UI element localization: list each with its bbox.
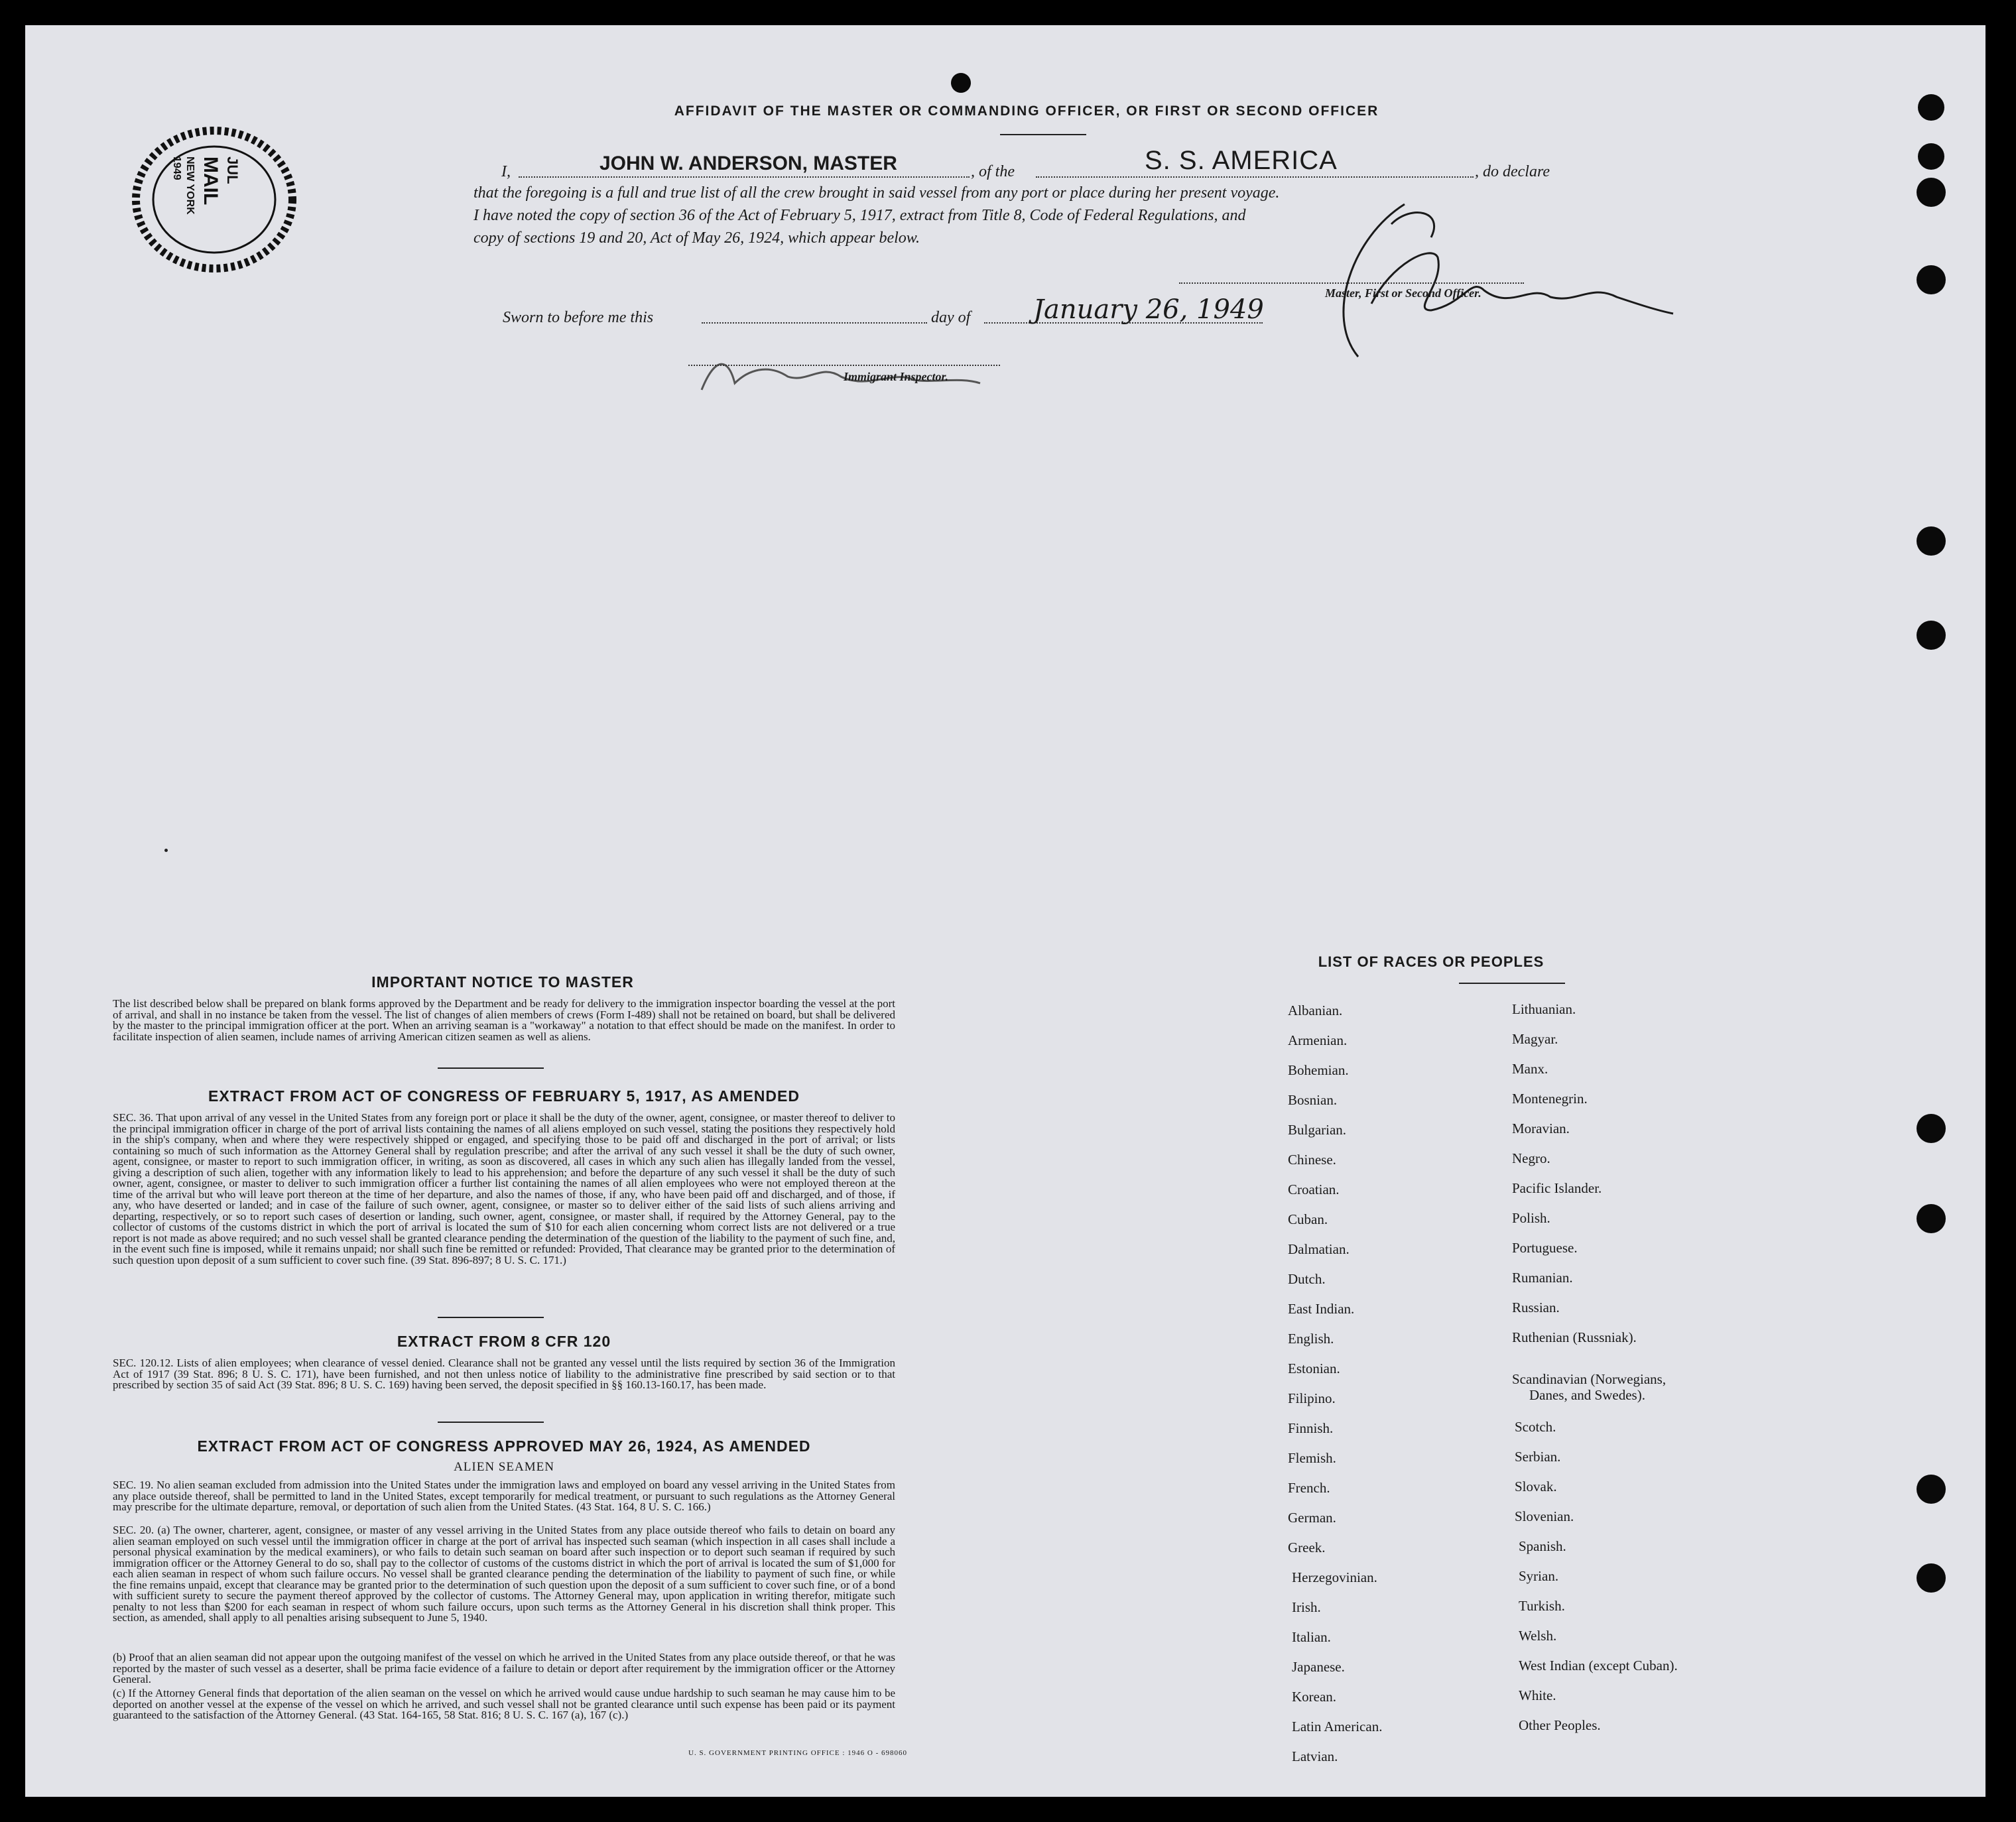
race-item: Other Peoples. xyxy=(1519,1717,1601,1733)
punch-hole xyxy=(1917,1475,1946,1504)
vessel-name: S. S. AMERICA xyxy=(1145,146,1338,175)
extract-8cfr-body: SEC. 120.12. Lists of alien employees; when clearance of vessel denied. Clearance shall not be granted any vessel until the lists required by section 36 of the Immigration Act of 1917 (39 Stat. 896; 8 U. S. C. 171), have been furnished, and not then unless notice of liability to the administrative fine prescribed by said section or to that prescribed by section 35 of said Act (39 Stat. 896; 8 U. S. C. 169) having been served, the deposit specified in §§ 160.13-160.17, has been made. xyxy=(113,1357,895,1391)
punch-hole xyxy=(1917,178,1946,207)
stray-mark xyxy=(164,849,168,852)
extract-1924-title: EXTRACT FROM ACT OF CONGRESS APPROVED MAY 26, 1924, AS AMENDED xyxy=(197,1437,811,1455)
affidavit-do-declare: , do declare xyxy=(1475,163,1550,180)
printer-imprint: U. S. GOVERNMENT PRINTING OFFICE : 1946 O - 698060 xyxy=(688,1749,908,1757)
race-item: Scandinavian (Norwegians, xyxy=(1512,1371,1667,1387)
race-item: Bulgarian. xyxy=(1288,1122,1347,1138)
race-item: Serbian. xyxy=(1515,1449,1561,1465)
race-item: Russian. xyxy=(1512,1300,1560,1315)
name-line xyxy=(519,176,970,178)
punch-hole xyxy=(951,73,971,93)
affidavit-line-2: that the foregoing is a full and true list of all the crew brought in said vessel from any port or place during her present voyage. xyxy=(473,184,1280,202)
race-item: French. xyxy=(1288,1480,1330,1496)
race-item: Latin American. xyxy=(1292,1719,1383,1734)
race-item: Cuban. xyxy=(1288,1211,1328,1227)
race-item: Armenian. xyxy=(1288,1032,1348,1048)
race-item: Danes, and Swedes). xyxy=(1529,1387,1645,1403)
day-of-label: day of xyxy=(931,309,971,326)
race-item: Finnish. xyxy=(1288,1420,1334,1436)
race-item: Turkish. xyxy=(1519,1598,1565,1614)
punch-hole xyxy=(1917,1114,1946,1143)
affidavit-line-3: I have noted the copy of section 36 of the Act of February 5, 1917, extract from Title 8, Code of Federal Regulations, and xyxy=(473,207,1246,224)
punch-hole xyxy=(1918,143,1944,170)
divider xyxy=(1459,983,1565,984)
stamp-text: MAIL xyxy=(200,156,221,206)
extract-1924-sec20a: SEC. 20. (a) The owner, charterer, agent, consignee, or master of any vessel arriving in the United States from any place outside thereof who fails to detain on board any alien seaman employed on such vessel until the immigration officer in charge at the port of arrival has inspected such seaman (which inspection in all cases shall include a personal physical examination by the medical examiners), or who fails to detain such seaman on board after such inspection or to deport such seaman if required by such immigration officer or the Attorney General to do so, shall pay to the collector of customs of the customs district in which the port of arrival is located the sum of $1,000 for each alien seaman in respect of whom such failure occurs. No vessel shall be granted clearance pending the determination of the liability to payment of such fine, or while the fine remains unpaid, except that clearance may be granted prior to the determination of such question upon the deposit of a sum sufficient to cover such fine, or of a bond with sufficient surety to secure the payment thereof approved by the collector of customs. The Attorney General may, upon application in writing therefor, mitigate such penalty to not less than $200 for each seaman in respect of whom such failure occurs, upon such terms as the Attorney General in his discretion shall think proper. This section, as amended, shall apply to all penalties arising subsequent to June 5, 1940. xyxy=(113,1524,895,1624)
race-item: Polish. xyxy=(1512,1210,1550,1226)
punch-hole xyxy=(1918,94,1944,121)
master-signature xyxy=(1312,184,1683,370)
divider xyxy=(438,1067,544,1069)
race-item: German. xyxy=(1288,1510,1336,1526)
race-item: Dutch. xyxy=(1288,1271,1326,1287)
affidavit-title: AFFIDAVIT OF THE MASTER OR COMMANDING OFFICER, OR FIRST OR SECOND OFFICER xyxy=(674,103,1379,119)
vessel-line xyxy=(1036,176,1474,178)
race-item: Korean. xyxy=(1292,1689,1337,1705)
punch-hole xyxy=(1917,1204,1946,1233)
notice-body: The list described below shall be prepared on blank forms approved by the Department and be ready for delivery to the immigration inspector boarding the vessel at the port of arrival, and shall in no instance be taken from the vessel. The list of changes of alien members of crews (Form I-489) shall not be retained on board, but shall be delivered by the master to the principal immigration officer at the port. When an arriving seaman is a "workaway" a notation to that effect should be made on the manifest. In order to facilitate inspection of alien seamen, include names of arriving American citizen seamen as well as aliens. xyxy=(113,997,895,1043)
extract-1924-sec20b: (b) Proof that an alien seaman did not appear upon the outgoing manifest of the vessel on which he arrived in the United States from any place outside thereof, or that he was reported by the master of such vessel as a deserter, shall be prima facie evidence of a failure to detain or deport after requirement by the immigration officer or the Attorney General. xyxy=(113,1651,895,1685)
divider xyxy=(438,1422,544,1423)
stamp-text: 1949 xyxy=(171,156,182,180)
race-item: Lithuanian. xyxy=(1512,1001,1576,1017)
race-item: Magyar. xyxy=(1512,1031,1558,1047)
inspector-line xyxy=(688,365,1000,366)
race-item: Chinese. xyxy=(1288,1152,1336,1168)
stamp-text: NEW YORK xyxy=(184,156,196,215)
affidavit-i-label: I, xyxy=(501,163,511,180)
race-item: Croatian. xyxy=(1288,1182,1340,1197)
race-item: Estonian. xyxy=(1288,1361,1340,1376)
affidavit-line-4: copy of sections 19 and 20, Act of May 26, 1924, which appear below. xyxy=(473,229,920,247)
race-item: Irish. xyxy=(1292,1599,1321,1615)
master-name: JOHN W. ANDERSON, MASTER xyxy=(599,152,897,174)
punch-hole xyxy=(1917,1563,1946,1593)
postmark-stamp xyxy=(125,123,304,276)
inspector-caption: Immigrant Inspector. xyxy=(844,370,949,383)
sworn-label: Sworn to before me this xyxy=(503,309,654,326)
race-item: Manx. xyxy=(1512,1061,1548,1077)
race-item: Welsh. xyxy=(1519,1628,1557,1644)
extract-1924-sec20c: (c) If the Attorney General finds that deportation of the alien seaman on the vessel on which he arrived would cause undue hardship to such seaman he may cause him to be deported on another vessel at the expense of the vessel on which he arrived, and such vessel shall not be granted clearance until such expense has been paid or its payment guaranteed to the satisfaction of the Attorney General. (43 Stat. 164-165, 58 Stat. 816; 8 U. S. C. 167 (a), 167 (c).) xyxy=(113,1687,895,1721)
race-item: Bosnian. xyxy=(1288,1092,1338,1108)
race-item: Filipino. xyxy=(1288,1390,1336,1406)
race-item: Pacific Islander. xyxy=(1512,1180,1602,1196)
race-item: Slovenian. xyxy=(1515,1508,1574,1524)
divider xyxy=(438,1317,544,1318)
race-item: Ruthenian (Russniak). xyxy=(1512,1329,1637,1345)
document-page xyxy=(25,25,1985,1797)
race-item: Albanian. xyxy=(1288,1002,1343,1018)
extract-1924-subtitle: ALIEN SEAMEN xyxy=(454,1460,554,1474)
affidavit-of-the: , of the xyxy=(971,163,1015,180)
race-item: English. xyxy=(1288,1331,1334,1347)
race-item: Herzegovinian. xyxy=(1292,1569,1377,1585)
master-caption: Master, First or Second Officer. xyxy=(1325,286,1481,300)
divider xyxy=(1000,134,1086,135)
race-item: Latvian. xyxy=(1292,1748,1338,1764)
race-item: Slovak. xyxy=(1515,1479,1557,1494)
race-item: Negro. xyxy=(1512,1150,1550,1166)
sworn-date: January 26, 1949 xyxy=(1033,294,1264,325)
race-item: East Indian. xyxy=(1288,1301,1355,1317)
race-item: White. xyxy=(1519,1687,1556,1703)
race-item: Bohemian. xyxy=(1288,1062,1349,1078)
race-item: Greek. xyxy=(1288,1540,1326,1555)
sworn-day-line xyxy=(702,322,927,324)
extract-1924-sec19: SEC. 19. No alien seaman excluded from admission into the United States under the immigration laws and employed on board any vessel arriving in the United States from any place outside thereof, shall be permitted to land in the United States, except temporarily for medical treatment, or pursuant to such regulations as the Attorney General may prescribe for the ultimate departure, removal, or deportation of such alien from the United States. (43 Stat. 164, 8 U. S. C. 166.) xyxy=(113,1479,895,1513)
extract-8cfr-title: EXTRACT FROM 8 CFR 120 xyxy=(397,1333,611,1350)
race-item: Rumanian. xyxy=(1512,1270,1573,1286)
race-item: Italian. xyxy=(1292,1629,1331,1645)
race-item: Scotch. xyxy=(1515,1419,1556,1435)
punch-hole xyxy=(1917,526,1946,556)
race-item: Syrian. xyxy=(1519,1568,1559,1584)
race-item: Portuguese. xyxy=(1512,1240,1578,1256)
race-item: Montenegrin. xyxy=(1512,1091,1588,1107)
extract-1917-body: SEC. 36. That upon arrival of any vessel in the United States from any foreign port or place it shall be the duty of the owner, agent, consignee, or master thereof to deliver to the principal immigration officer in charge of the port of arrival lists containing the names of all aliens employed on such vessel, stating the positions they respectively hold in the ship's company, when and where they were respectively shipped or engaged, and specifying those to be paid off and discharged in the port of arrival; or lists containing so much of such information as the Attorney General shall by regulation prescribe; and after the arrival of any such vessel it shall be the duty of such owner, agent, consignee, or master to report to such immigration officer, in writing, as soon as discovered, all cases in which any such alien has illegally landed from the vessel, giving a description of such alien, together with any information likely to lead to his apprehension; and before the departure of any such vessel it shall be the duty of such owner, agent, consignee, or master to deliver to such immigration officer a further list containing the names of all alien employees who were not employed thereon at the time of the arrival but who will leave port thereon at the time of her departure, and also the names of those, if any, who have been paid off and discharged, and of those, if any, who have deserted or landed; and in case of the failure of such owner, agent, consignee, or master so to deliver either of the said lists of such aliens arriving and departing, respectively, or so to report such cases of desertion or landing, such owner, agent, consignee, or master shall, if required by the Attorney General, pay to the collector of customs of the customs district in which the port of arrival is located the sum of $10 for each alien concerning whom correct lists are not delivered or a true report is not made as above required; and no such vessel shall be granted clearance pending the determination of the question of the liability to the payment of such fine, and, in the event such fine is imposed, while it remains unpaid; nor shall such fine be remitted or refunded: Provided, That clearance may be granted prior to the determination of such question upon deposit of a sum sufficient to cover such fine. (39 Stat. 896-897; 8 U. S. C. 171.) xyxy=(113,1111,895,1266)
race-item: West Indian (except Cuban). xyxy=(1519,1658,1678,1673)
signature-line xyxy=(1179,282,1524,284)
punch-hole xyxy=(1917,621,1946,650)
race-item: Dalmatian. xyxy=(1288,1241,1350,1257)
race-item: Moravian. xyxy=(1512,1121,1570,1136)
race-item: Spanish. xyxy=(1519,1538,1566,1554)
races-title: LIST OF RACES OR PEOPLES xyxy=(1318,953,1544,970)
stamp-text: JUL xyxy=(224,156,241,184)
race-item: Flemish. xyxy=(1288,1450,1336,1466)
extract-1917-title: EXTRACT FROM ACT OF CONGRESS OF FEBRUARY 5, 1917, AS AMENDED xyxy=(208,1087,800,1105)
race-item: Japanese. xyxy=(1292,1659,1345,1675)
notice-title: IMPORTANT NOTICE TO MASTER xyxy=(371,973,634,991)
punch-hole xyxy=(1917,265,1946,294)
